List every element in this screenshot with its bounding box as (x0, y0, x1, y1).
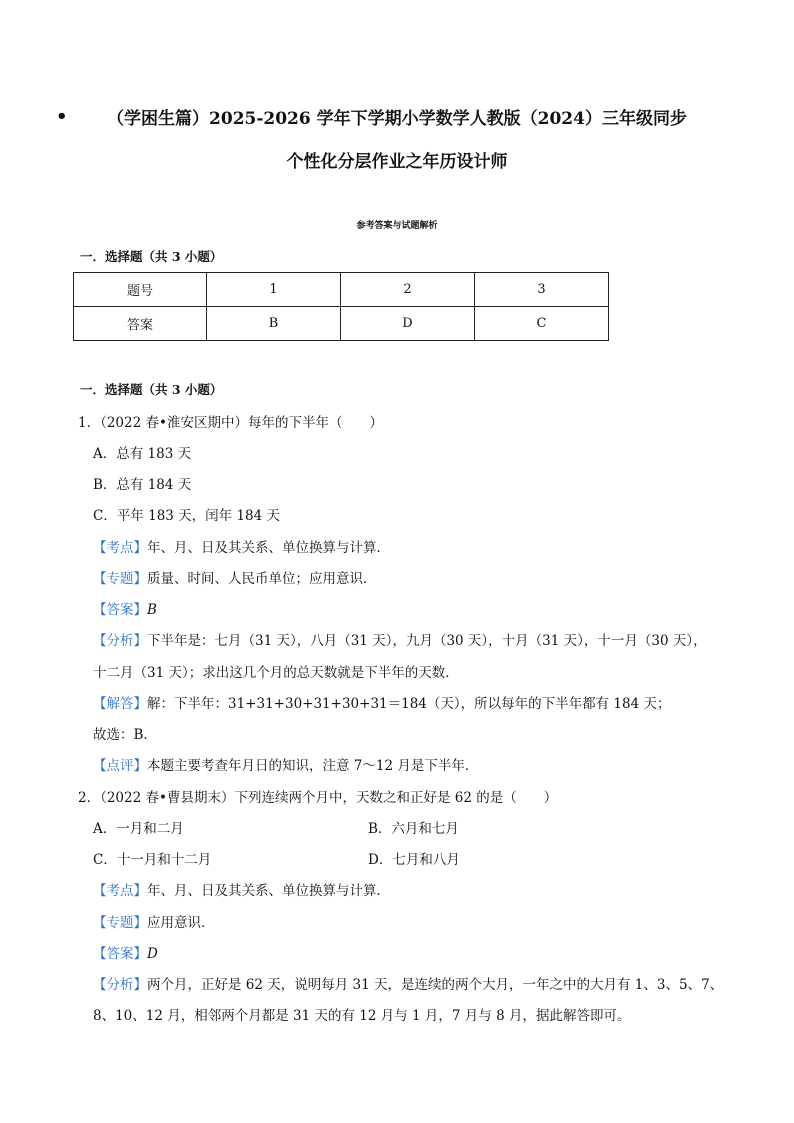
jieda-text: 解：下半年：31+31+30+31+30+31＝184（天），所以每年的下半年都有 184 天； (147, 696, 671, 712)
table-cell: 2 (341, 273, 475, 307)
fenxi-tag: 【分析】 (93, 633, 147, 649)
section-heading-table: 一．选择题（共 3 小题） (80, 249, 223, 264)
zhuanti-text: 应用意识． (147, 915, 215, 931)
question-2-option-d: D．七月和八月 (368, 852, 460, 868)
answer-tag: 【答案】 (93, 946, 147, 962)
kaodian-tag: 【考点】 (93, 540, 147, 556)
question-2-answer (93, 942, 158, 962)
question-1-option-c: C．平年 183 天，闰年 184 天 (93, 508, 281, 524)
answer-text: B (147, 602, 157, 618)
zhuanti-tag: 【专题】 (93, 915, 147, 931)
fenxi-text-1: 两个月，正好是 62 天，说明每月 31 天，是连续的两个大月，一年之中的大月有 1、3、5、7、 (147, 977, 724, 993)
question-2-kaodian (93, 879, 390, 899)
question-1-dianping (93, 754, 478, 774)
table-row (74, 273, 609, 307)
question-1-guxuan: 故选：B． (93, 727, 157, 743)
fenxi-text-1: 下半年是：七月（31 天），八月（31 天），九月（30 天），十月（31 天），十一月（30 天）， (147, 633, 707, 649)
question-1-zhuanti (93, 567, 377, 587)
question-1-option-b: B．总有 184 天 (93, 477, 192, 493)
question-1-kaodian (93, 536, 390, 556)
question-2-option-a: A．一月和二月 (93, 821, 184, 837)
kaodian-text: 年、月、日及其关系、单位换算与计算． (147, 883, 390, 899)
table-cell: 3 (475, 273, 609, 307)
answer-text: D (147, 946, 158, 962)
question-1-option-a: A．总有 183 天 (93, 446, 192, 462)
table-cell: C (475, 307, 609, 341)
section-heading-questions: 一．选择题（共 3 小题） (80, 382, 223, 397)
question-2-fenxi (93, 973, 723, 993)
table-cell: B (207, 307, 341, 341)
question-1-jieda (93, 692, 671, 712)
answer-table (73, 272, 609, 341)
table-cell: 1 (207, 273, 341, 307)
table-cell: 答案 (74, 307, 207, 341)
title-line-2: 个性化分层作业之年历设计师 (286, 152, 508, 172)
question-2-zhuanti (93, 911, 215, 931)
table-row (74, 307, 609, 341)
question-2-fenxi-cont: 8、10、12 月，相邻两个月都是 31 天的有 12 月与 1 月，7 月与 8 月，据此解答即可。 (93, 1008, 631, 1024)
title-line-1: （学困生篇）2025-2026 学年下学期小学数学人教版（2024）三年级同步 (107, 109, 687, 129)
fenxi-tag: 【分析】 (93, 977, 147, 993)
dianping-text: 本题主要考查年月日的知识，注意 7～12 月是下半年． (147, 758, 479, 774)
answer-tag: 【答案】 (93, 602, 147, 618)
kaodian-tag: 【考点】 (93, 883, 147, 899)
zhuanti-text: 质量、时间、人民币单位；应用意识． (147, 571, 377, 587)
table-cell: 题号 (74, 273, 207, 307)
question-2-stem: 2．（2022 春•曹县期末）下列连续两个月中，天数之和正好是 62 的是（ ） (78, 790, 558, 806)
table-cell: D (341, 307, 475, 341)
kaodian-text: 年、月、日及其关系、单位换算与计算． (147, 540, 390, 556)
bullet-icon: • (56, 106, 68, 127)
question-2-option-c: C．十一月和十二月 (93, 852, 212, 868)
question-2-option-b: B．六月和七月 (368, 821, 459, 837)
question-1-stem: 1．（2022 春•淮安区期中）每年的下半年（ ） (78, 415, 383, 431)
dianping-tag: 【点评】 (93, 758, 147, 774)
answer-key-subtitle: 参考答案与试题解析 (356, 221, 438, 231)
jieda-tag: 【解答】 (93, 696, 147, 712)
zhuanti-tag: 【专题】 (93, 571, 147, 587)
question-1-fenxi-cont: 十二月（31 天）；求出这几个月的总天数就是下半年的天数． (93, 665, 459, 681)
question-1-answer (93, 598, 157, 618)
question-1-fenxi (93, 629, 707, 649)
